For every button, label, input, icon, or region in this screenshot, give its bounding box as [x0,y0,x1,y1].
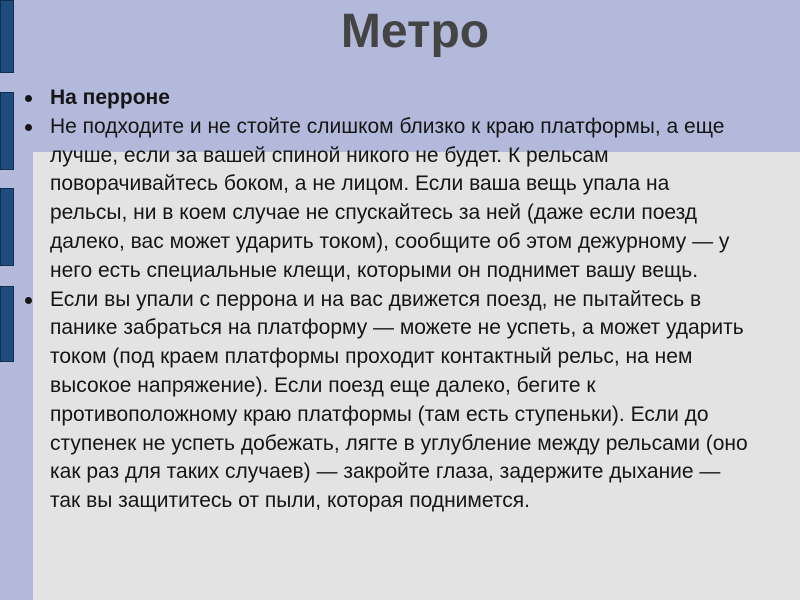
bullet-item-platform-safety [0,113,800,286]
slide-title: Метро [340,5,490,58]
bullet-heading-text: На перроне [50,86,170,109]
bullet-item-heading [0,84,800,113]
bullet-text: Не подходите и не стойте слишком близко к краю платформы, а еще лучше, если за вашей спиной никого не будет. К рельсам поворачивайтесь боком, а не лицом. Если ваша вещь упала на рельсы, ни в коем случае не спускайтесь за ней (даже если поезд далеко, вас может ударить током), сообщите об этом дежурному — у него есть специальные клещи, которыми он поднимет вашу вещь. [50,114,730,282]
bullet-list [0,84,800,516]
bullet-item-falling-on-track [0,286,800,516]
bullet-text: Если вы упали с перрона и на вас движется поезд, не пытайтесь в панике забраться на платформу — можете не успеть, а может ударить током (под краем платформы проходит контактный рельс, на нем высокое напряжение). Если поезд еще далеко, бегите к противоположному краю платформы (там есть ступеньки). Если до ступенек не успеть добежать, лягте в углубление между рельсами (оно как раз для таких случаев) — закройте глаза, задержите дыхание — так вы защититесь от пыли, которая поднимется. [50,287,748,513]
bullet-dot-icon [25,95,32,102]
bullet-dot-icon [25,124,32,131]
bullet-dot-icon [25,297,32,304]
